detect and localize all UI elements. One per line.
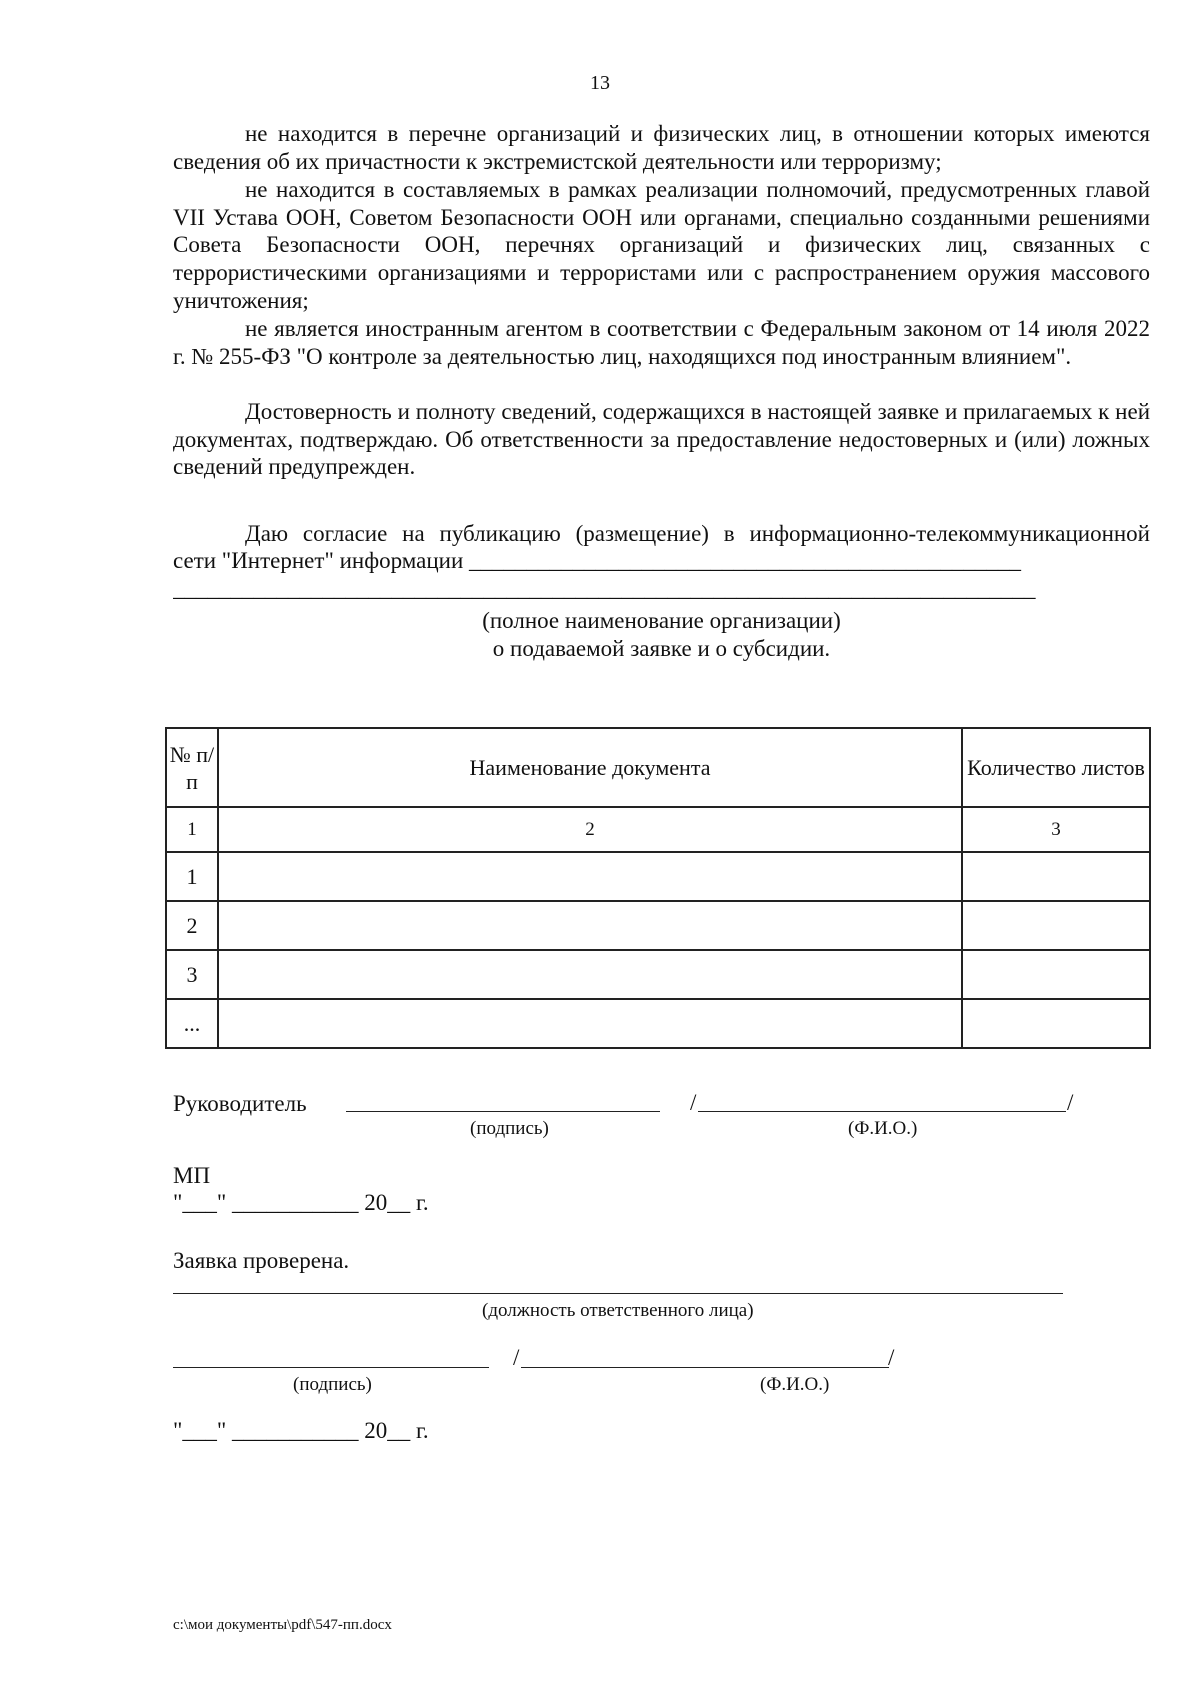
head-fio-line[interactable] <box>698 1111 1066 1112</box>
consent-tail: о подаваемой заявке и о субсидии. <box>492 636 831 661</box>
head-date-line: "___" ___________ 20__ г. <box>173 1190 429 1215</box>
row-count-cell[interactable] <box>962 950 1150 999</box>
slash-left: / <box>690 1090 697 1115</box>
slash-right: / <box>1067 1090 1074 1115</box>
slash-left: / <box>513 1345 520 1370</box>
stamp-label: МП <box>173 1163 211 1188</box>
position-caption: (должность ответственного лица) <box>482 1300 754 1321</box>
check-signature-caption: (подпись) <box>293 1374 372 1395</box>
head-signature-line[interactable] <box>346 1111 660 1112</box>
head-label: Руководитель <box>173 1091 307 1116</box>
row-count-cell[interactable] <box>962 999 1150 1048</box>
check-label: Заявка проверена. <box>173 1248 350 1273</box>
table-row <box>166 901 1150 950</box>
column-number: 1 <box>166 807 218 852</box>
column-number: 2 <box>218 807 962 852</box>
column-number-row <box>166 807 1150 852</box>
header-num: № п/п <box>166 728 218 807</box>
table-row <box>166 852 1150 901</box>
head-signature-caption: (подпись) <box>470 1118 549 1139</box>
check-fio-caption: (Ф.И.О.) <box>760 1374 830 1395</box>
table-row <box>166 999 1150 1048</box>
row-num: 1 <box>166 852 218 901</box>
consent-line-3: ___________________________________________________________________________ <box>173 576 1036 601</box>
position-line[interactable] <box>173 1293 1063 1294</box>
check-signature-line[interactable] <box>173 1367 489 1368</box>
consent-line-2: сети "Интернет" информации ________________________________________________ <box>173 548 1022 573</box>
table-row <box>166 950 1150 999</box>
row-count-cell[interactable] <box>962 901 1150 950</box>
consent-line-1: Даю согласие на публикацию (размещение) в информационно-телекоммуникационной <box>245 521 1150 546</box>
consent-caption: (полное наименование организации) <box>482 608 841 633</box>
row-num: ... <box>166 999 218 1048</box>
row-name-cell[interactable] <box>218 852 962 901</box>
paragraph-un-lists: не находится в составляемых в рамках реализации полномочий, предусмотренных главой VII Устава ООН, Советом Безопасности ООН или органами, специально созданными решениями Совета Безопасности ООН, перечнях организаций и физических лиц, связанных с террористическими организациями и террористами или с распространением оружия массового уничтожения; <box>173 177 1150 313</box>
column-number: 3 <box>962 807 1150 852</box>
table-header-row <box>166 728 1150 807</box>
head-fio-caption: (Ф.И.О.) <box>848 1118 918 1139</box>
paragraph-accuracy: Достоверность и полноту сведений, содержащихся в настоящей заявке и прилагаемых к ней документах, подтверждаю. Об ответственности за предоставление недостоверных и (или) ложных сведений предупрежден. <box>173 399 1150 480</box>
check-fio-line[interactable] <box>521 1367 889 1368</box>
documents-table <box>165 727 1151 1049</box>
paragraph-foreign-agent: не является иностранным агентом в соответствии с Федеральным законом от 14 июля 2022 г. № 255-ФЗ "О контроле за деятельностью лиц, находящихся под иностранным влиянием". <box>173 316 1150 369</box>
row-count-cell[interactable] <box>962 852 1150 901</box>
row-num: 3 <box>166 950 218 999</box>
slash-right: / <box>888 1345 895 1370</box>
page-number: 13 <box>590 72 610 94</box>
row-name-cell[interactable] <box>218 950 962 999</box>
footer-file-path: c:\мои документы\pdf\547-пп.docx <box>173 1617 392 1633</box>
check-date-line: "___" ___________ 20__ г. <box>173 1418 429 1443</box>
row-name-cell[interactable] <box>218 999 962 1048</box>
header-name: Наименование документа <box>218 728 962 807</box>
row-name-cell[interactable] <box>218 901 962 950</box>
paragraph-extremism: не находится в перечне организаций и физических лиц, в отношении которых имеются сведения об их причастности к экстремистской деятельности или терроризму; <box>173 121 1150 174</box>
row-num: 2 <box>166 901 218 950</box>
header-count: Количество листов <box>962 728 1150 807</box>
